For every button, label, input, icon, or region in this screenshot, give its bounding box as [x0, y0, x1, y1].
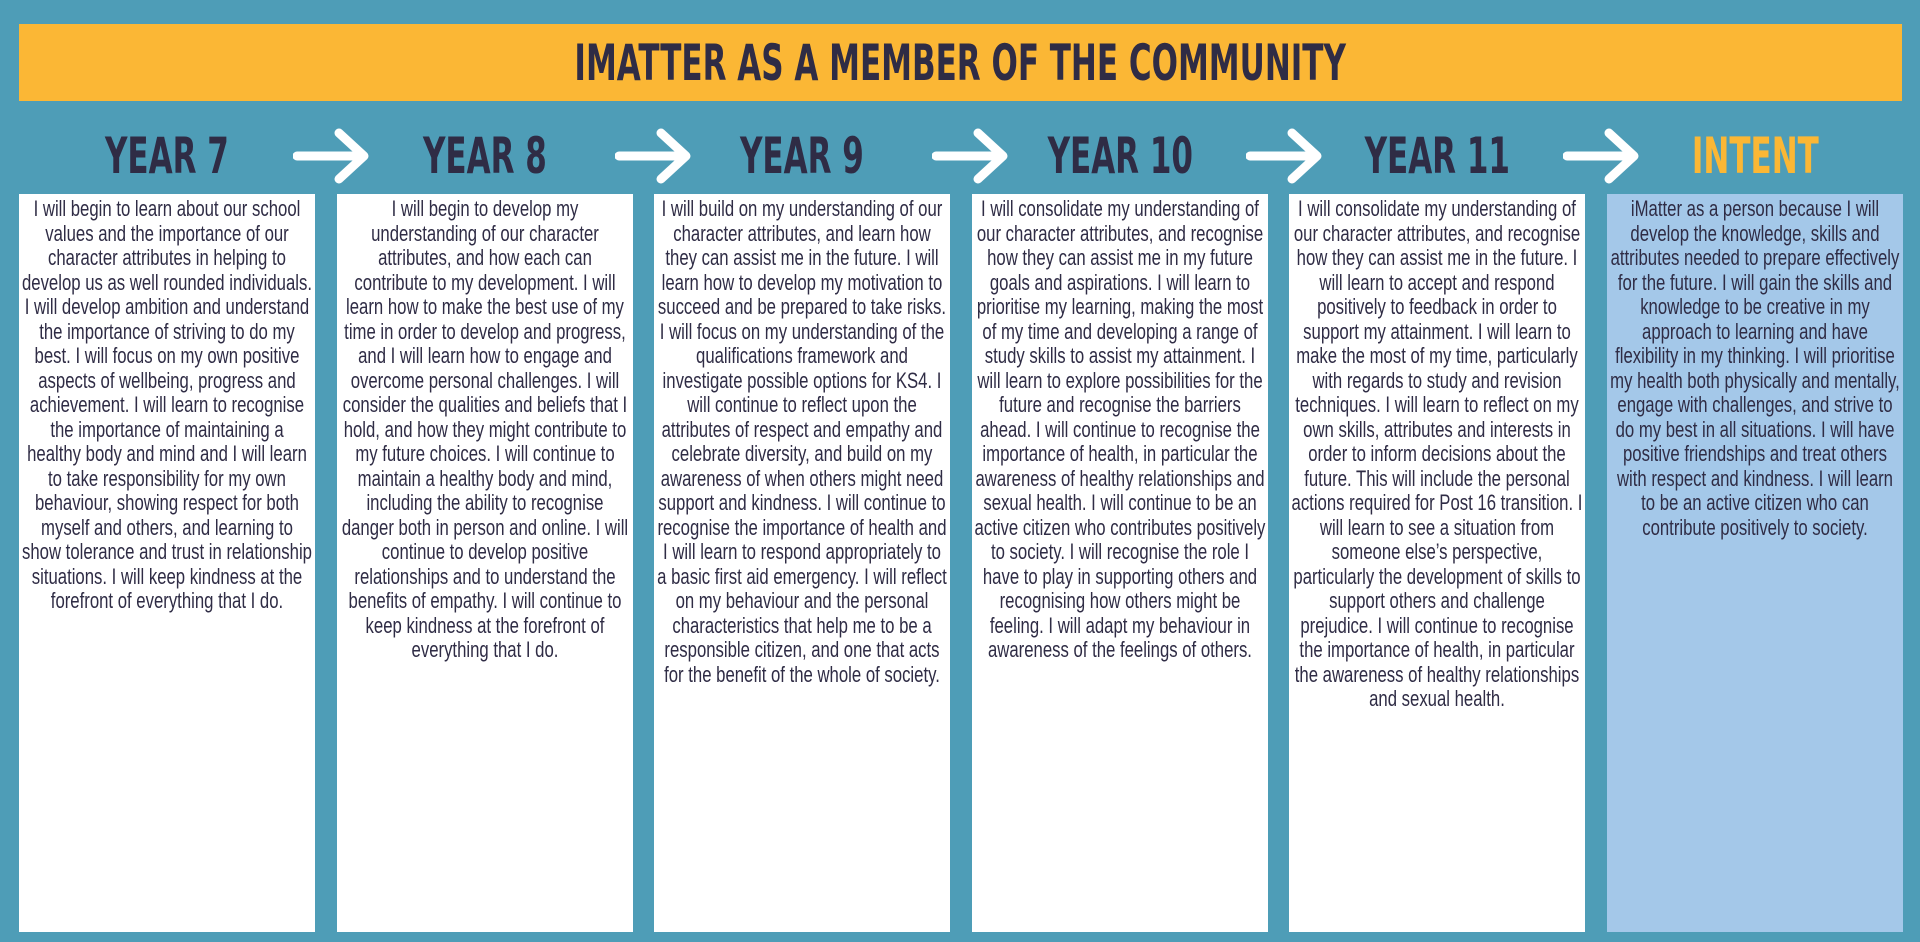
panel-year-8: [337, 194, 633, 932]
heading-year-7: YEAR 7: [105, 127, 229, 185]
heading-year-9: YEAR 9: [740, 127, 864, 185]
panel-year-11: [1289, 194, 1585, 932]
heading-intent: INTENT: [1691, 127, 1819, 185]
panel-text: I will build on my understanding of our character attributes, and learn how they can assist me in the future. I will learn how to develop my motivation to succeed and be prepared to take risks. I will focus on my understanding of the qualifications framework and investigate possible options for KS4. I will continue to reflect upon the attributes of respect and empathy and celebrate diversity, and build on my awareness of when others might need support and kindness. I will continue to recognise the importance of health and I will learn to respond appropriately to a basic first aid emergency. I will reflect on my behaviour and the personal characteristics that help me to be a responsible citizen, and one that acts for the benefit of the whole of society.: [657, 196, 947, 687]
panel-text: iMatter as a person because I will develop the knowledge, skills and attributes needed to prepare effectively for the future. I will gain the skills and knowledge to be creative in my approach to learning and have flexibility in my thinking. I will prioritise my health both physically and mentally, engage with challenges, and strive to do my best in all situations. I will have positive friendships and treat others with respect and kindness. I will learn to be an active citizen who can contribute positively to society.: [1610, 196, 1900, 540]
title-banner: [19, 24, 1902, 101]
arrow-right-icon: [615, 128, 693, 184]
panel-year-7: [19, 194, 315, 932]
panel-intent: [1607, 194, 1903, 932]
arrow-right-icon: [932, 128, 1010, 184]
arrow-right-icon: [1563, 128, 1641, 184]
panel-year-9: [654, 194, 950, 932]
page-title: IMATTER AS A MEMBER OF THE COMMUNITY: [574, 33, 1347, 92]
panel-text: I will begin to develop my understanding of our character attributes, and how each can contribute to my development. I will learn how to make the best use of my time in order to develop and progress, and I will learn how to engage and overcome personal challenges. I will consider the qualities and beliefs that I hold, and how they might contribute to my future choices. I will continue to maintain a healthy body and mind, including the ability to recognise danger both in person and online. I will continue to develop positive relationships and to understand the benefits of empathy. I will continue to keep kindness at the forefront of everything that I do.: [341, 196, 629, 662]
panel-text: I will begin to learn about our school values and the importance of our character attributes in helping to develop us as well rounded individuals. I will develop ambition and understand the importance of striving to do my best. I will focus on my own positive aspects of wellbeing, progress and achievement. I will learn to recognise the importance of maintaining a healthy body and mind and I will learn to take responsibility for my own behaviour, showing respect for both myself and others, and learning to show tolerance and trust in relationship situations. I will keep kindness at the forefront of everything that I do.: [21, 196, 312, 613]
panel-text: I will consolidate my understanding of our character attributes, and recognise how they can assist me in the future. I will learn to accept and respond positively to feedback in order to support my attainment. I will learn to make the most of my time, particularly with regards to study and revision techniques. I will learn to reflect on my own skills, attributes and interests in order to inform decisions about the future. This will include the personal actions required for Post 16 transition. I will learn to see a situation from someone else’s perspective, particularly the development of skills to support others and challenge prejudice. I will continue to recognise the importance of health, in particular the awareness of healthy relationships and sexual health.: [1291, 196, 1583, 711]
arrow-right-icon: [1246, 128, 1324, 184]
heading-year-11: YEAR 11: [1364, 127, 1510, 185]
arrow-right-icon: [293, 128, 371, 184]
panel-year-10: [972, 194, 1268, 932]
heading-year-10: YEAR 10: [1047, 127, 1193, 185]
panel-text: I will consolidate my understanding of our character attributes, and recognise how they can assist me in my future goals and aspirations. I will learn to prioritise my learning, making the most of my time and developing a range of study skills to assist my attainment. I will learn to explore possibilities for the future and recognise the barriers ahead. I will continue to recognise the importance of health, in particular the awareness of healthy relationships and sexual health. I will continue to be an active citizen who contributes positively to society. I will recognise the role I have to play in supporting others and recognising how others might be feeling. I will adapt my behaviour in awareness of the feelings of others.: [974, 196, 1266, 662]
heading-year-8: YEAR 8: [423, 127, 547, 185]
